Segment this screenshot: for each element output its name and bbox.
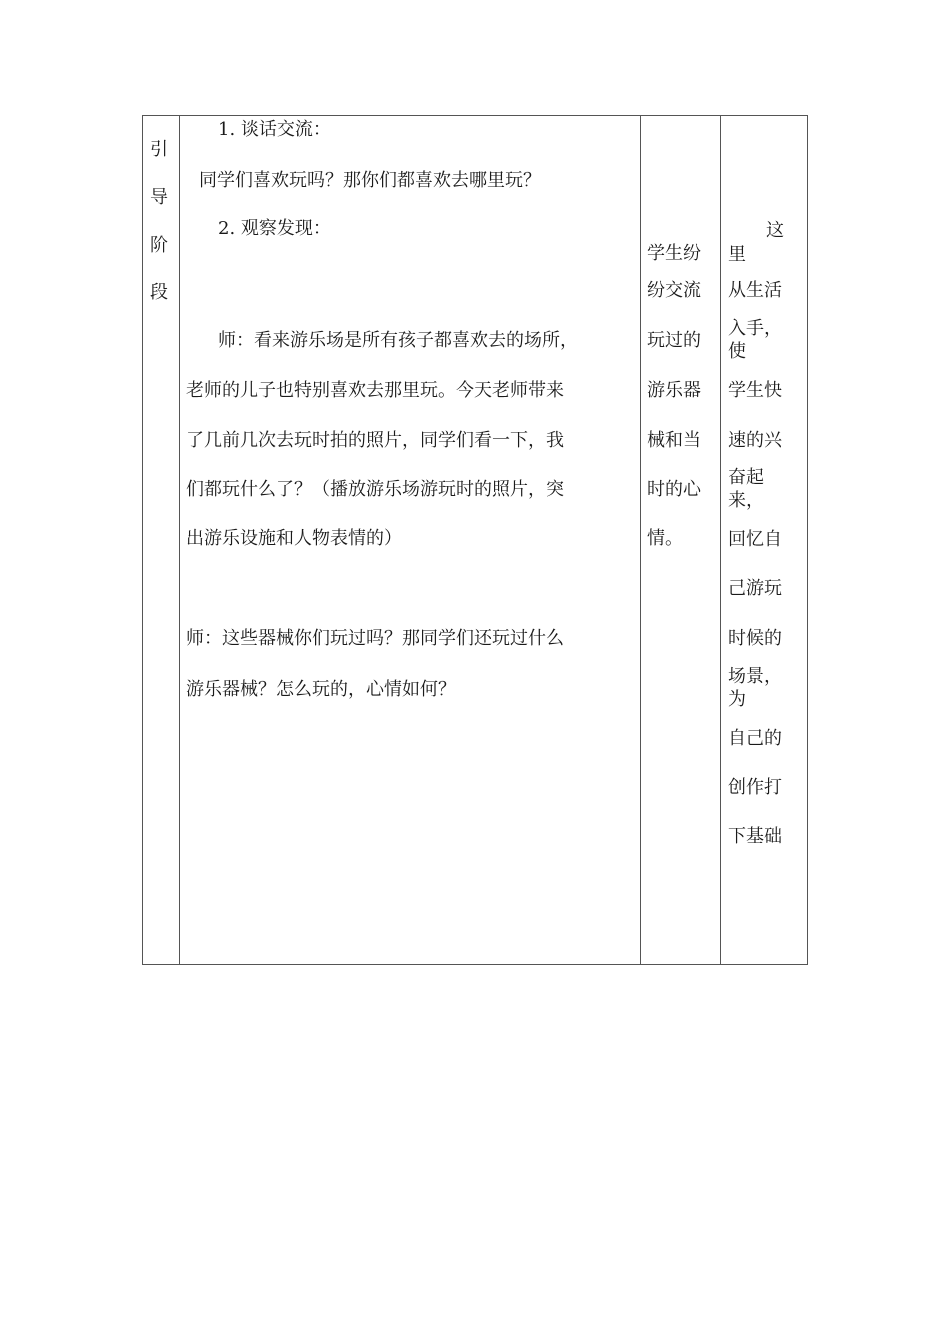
student-activity-line: 时的心: [647, 479, 701, 500]
activity-paragraph-line: 师：看来游乐场是所有孩子都喜欢去的场所，: [218, 330, 578, 351]
design-intent-line: 回忆自: [728, 529, 782, 550]
column-divider: [640, 116, 641, 964]
design-intent-line: 学生快: [728, 380, 782, 401]
design-intent-line: 自己的: [728, 728, 782, 749]
design-intent-line: 场景，: [728, 666, 782, 687]
activity-paragraph-line: 了几前几次去玩时拍的照片，同学们看一下，我: [186, 430, 564, 451]
design-intent-line: 里: [728, 244, 746, 265]
activity-paragraph-line: 老师的儿子也特别喜欢去那里玩。今天老师带来: [186, 380, 564, 401]
design-intent-line: 己游玩: [728, 578, 782, 599]
design-intent-line: 使: [728, 341, 746, 362]
design-intent-line: 从生活: [728, 280, 782, 301]
design-intent-line: 创作打: [728, 777, 782, 798]
design-intent-line: 速的兴: [728, 430, 782, 451]
student-activity-line: 械和当: [647, 430, 701, 451]
activity-question: 同学们喜欢玩吗？那你们都喜欢去哪里玩？: [199, 170, 541, 191]
design-intent-line: 入手，: [728, 318, 782, 339]
student-activity-line: 情。: [647, 528, 683, 549]
activity-item-title: 2. 观察发现：: [218, 218, 331, 239]
design-intent-line: 时候的: [728, 628, 782, 649]
stage-label-char: 导: [150, 187, 168, 208]
stage-label-char: 阶: [150, 235, 168, 256]
activity-paragraph-line: 们都玩什么了？（播放游乐场游玩时的照片，突: [186, 479, 564, 500]
student-activity-line: 学生纷: [647, 243, 701, 264]
design-intent-line: 下基础: [728, 826, 782, 847]
student-activity-line: 玩过的: [647, 330, 701, 351]
student-activity-line: 纷交流: [647, 280, 701, 301]
activity-item-title: 1. 谈话交流：: [218, 119, 331, 140]
column-divider: [179, 116, 180, 964]
design-intent-line: 这: [766, 220, 784, 241]
activity-question-line: 游乐器械？怎么玩的，心情如何？: [186, 679, 456, 700]
stage-label-char: 段: [150, 282, 168, 303]
activity-paragraph-line: 出游乐设施和人物表情的）: [186, 528, 402, 549]
student-activity-line: 游乐器: [647, 380, 701, 401]
design-intent-line: 来，: [728, 490, 764, 511]
column-divider: [720, 116, 721, 964]
stage-label-char: 引: [150, 139, 168, 160]
design-intent-line: 奋起: [728, 467, 764, 488]
activity-question-line: 师：这些器械你们玩过吗？那同学们还玩过什么: [186, 628, 564, 649]
design-intent-line: 为: [728, 689, 746, 710]
